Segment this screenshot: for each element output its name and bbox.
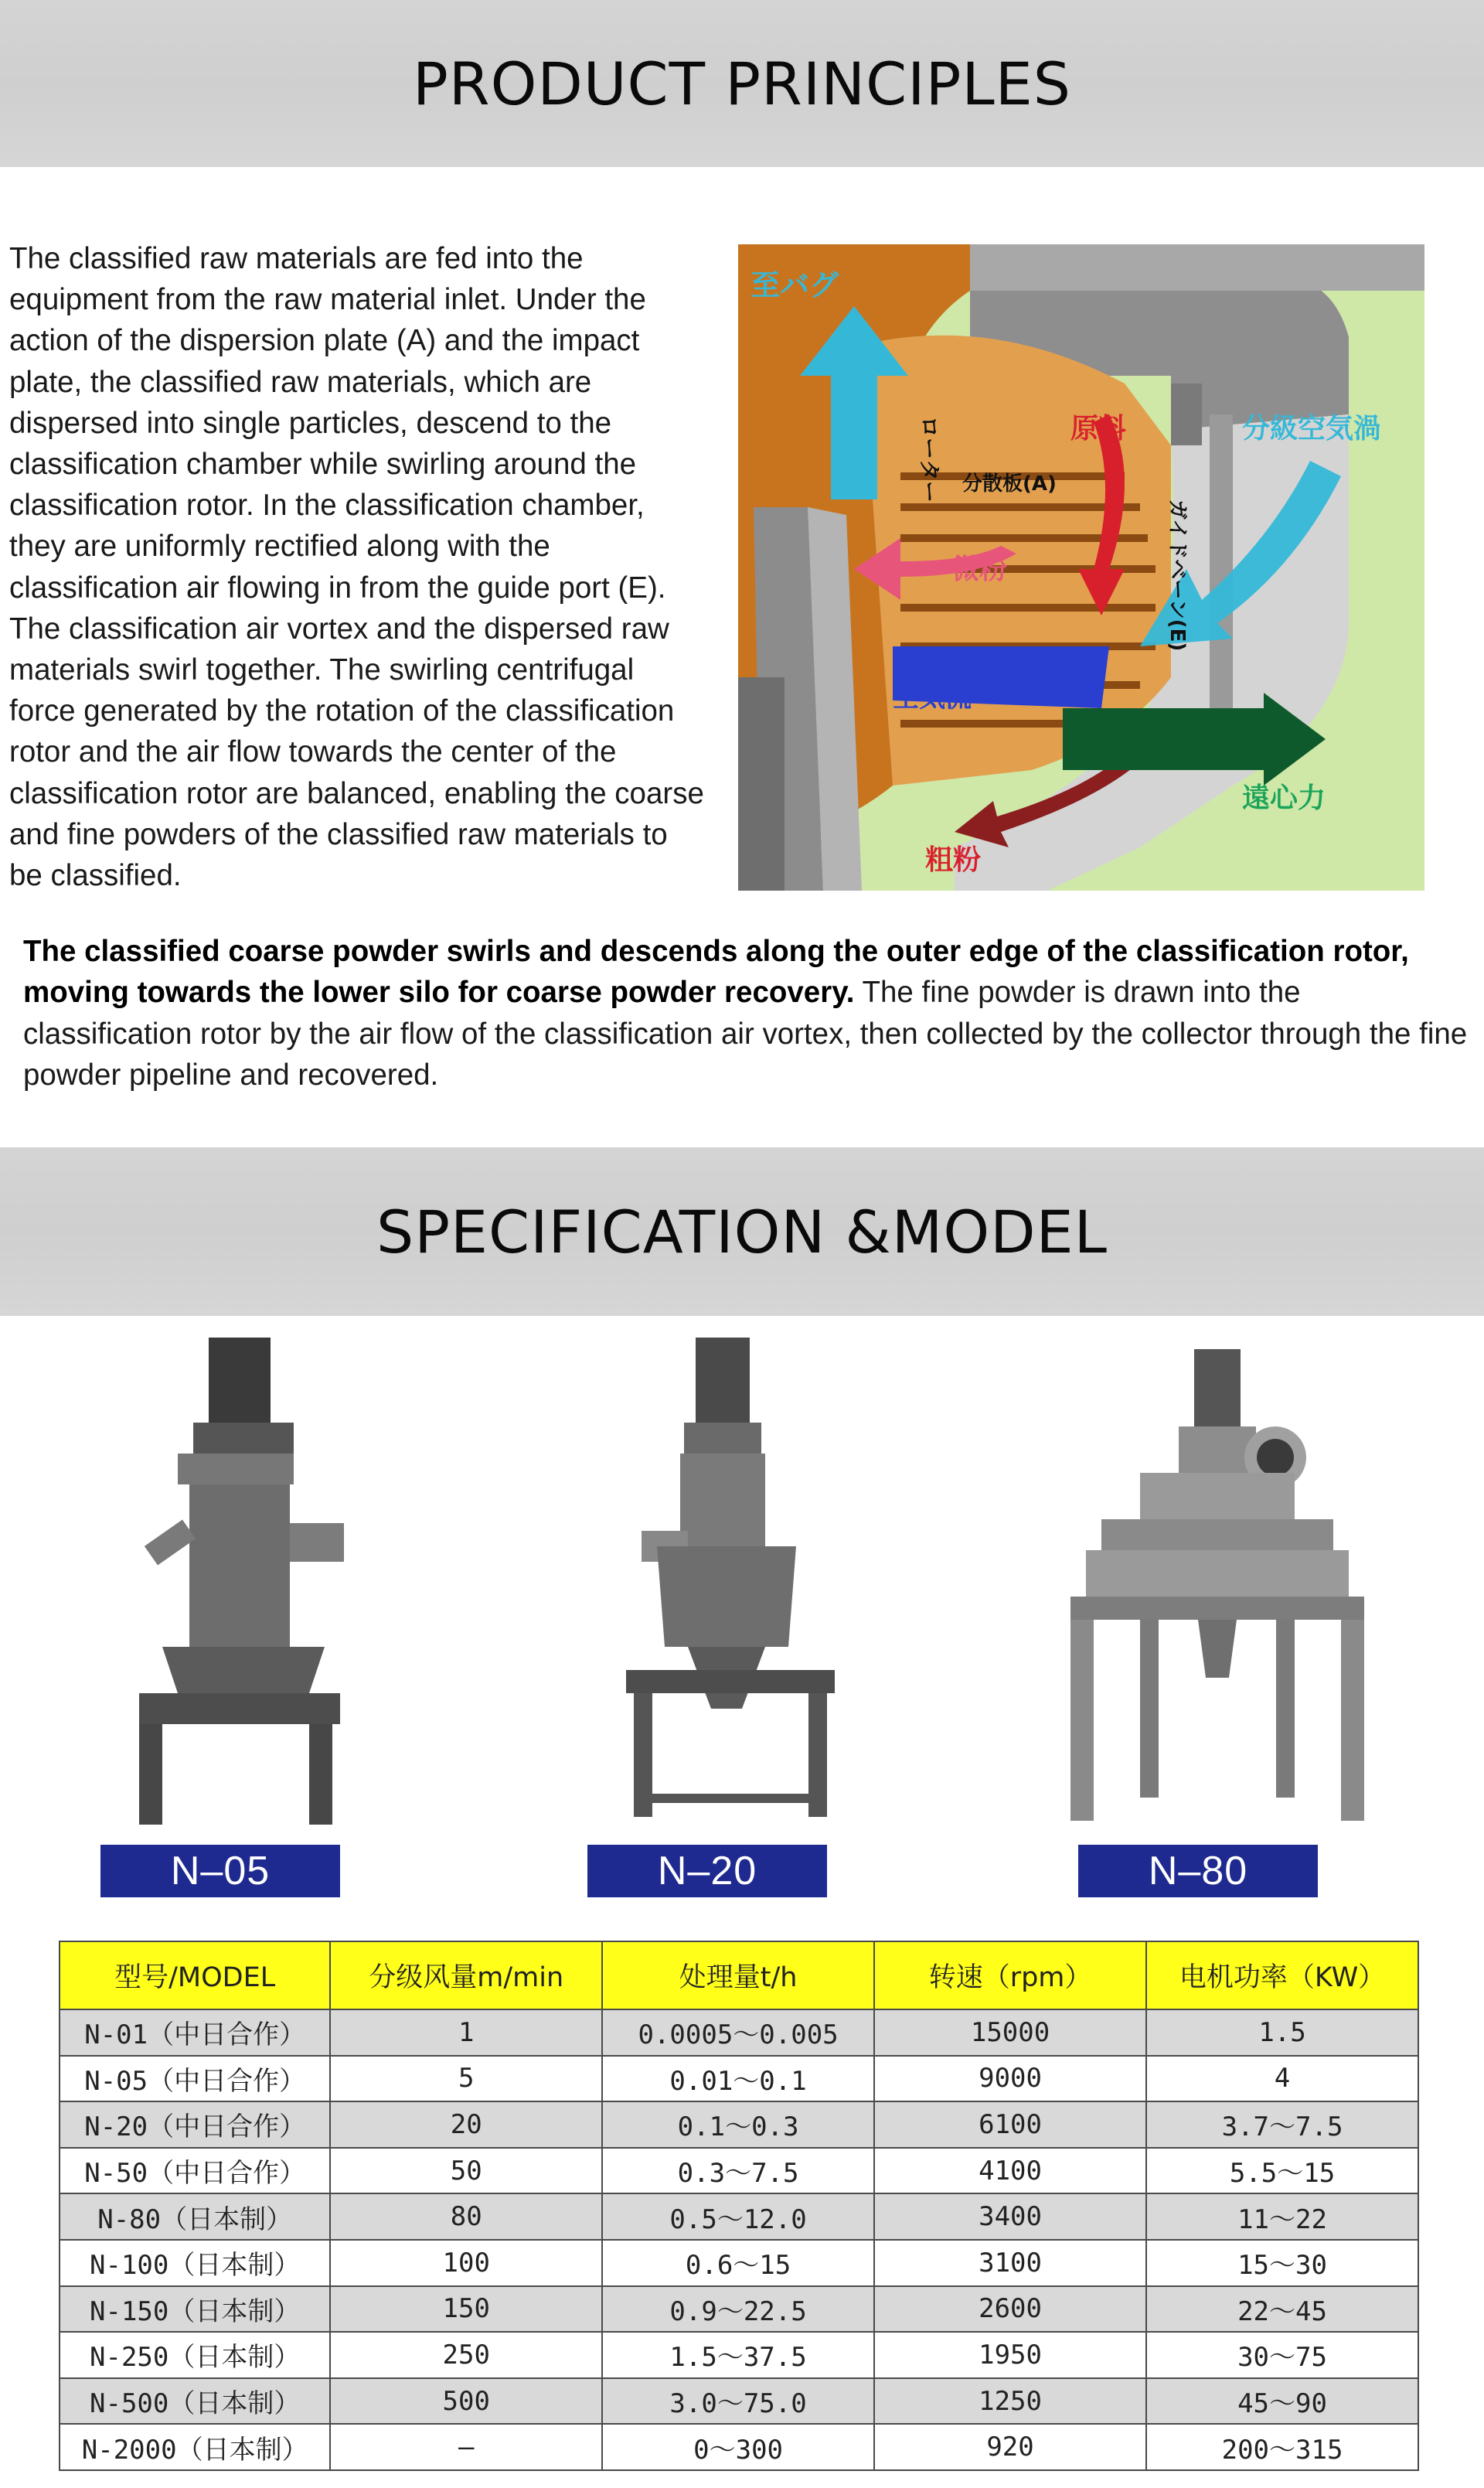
- cell-capacity: 0～300: [602, 2424, 874, 2470]
- table-row: [60, 2332, 1418, 2378]
- cell-air-volume: 100: [330, 2240, 602, 2286]
- cell-capacity: 0.6～15: [602, 2240, 874, 2286]
- label-coarse: 粗粉: [925, 844, 982, 876]
- cell-speed: 1950: [874, 2332, 1146, 2378]
- model-badge-n80: N–80: [1078, 1845, 1318, 1897]
- label-air: 空気流: [893, 683, 972, 714]
- cell-model: N-50（中日合作）: [60, 2148, 330, 2194]
- cell-air-volume: 5: [330, 2056, 602, 2102]
- machine-image-n05: [116, 1330, 348, 1825]
- principle-description: [9, 238, 705, 896]
- model-card-n80: [1055, 1330, 1380, 1902]
- header-motor-power: 电机功率（KW）: [1146, 1941, 1418, 2009]
- cell-speed: 15000: [874, 2009, 1146, 2056]
- cell-air-volume: 50: [330, 2148, 602, 2194]
- cell-motor-power: 5.5～15: [1146, 2148, 1418, 2194]
- model-card-n05: [70, 1330, 394, 1902]
- principle-paragraph: The classified raw materials are fed into the equipment from the raw material inlet. Under the action of the dispersion plate (A) and the impact plate, the classified raw materials, which are dispersed into single particles, descend to the classification chamber while swirling around the classification rotor. In the classification chamber, they are uniformly rectified along with the classification air flowing in from the guide port (E). The classification air vortex and the dispersed raw materials swirl together. The swirling centrifugal force generated by the rotation of the classification rotor and the air flow towards the center of the classification rotor are balanced, enabling the coarse and fine powders of the classified raw materials to be classified.: [9, 242, 704, 893]
- cell-capacity: 1.5～37.5: [602, 2332, 874, 2378]
- cell-model: N-2000（日本制）: [60, 2424, 330, 2470]
- bold-sentence: The classified coarse powder swirls and descends along the outer edge of the classification rotor, moving towards the lower silo for coarse powder recovery.: [23, 935, 1409, 1010]
- cell-capacity: 0.01～0.1: [602, 2056, 874, 2102]
- cell-speed: 9000: [874, 2056, 1146, 2102]
- model-badge-n05: N–05: [100, 1845, 340, 1897]
- cell-air-volume: 80: [330, 2193, 602, 2240]
- cell-capacity: 0.9～22.5: [602, 2286, 874, 2333]
- header-air-volume: 分级风量m/min: [330, 1941, 602, 2009]
- label-fine: 微粉: [951, 554, 1008, 585]
- cell-model: N-100（日本制）: [60, 2240, 330, 2286]
- coarse-fine-description: [23, 931, 1469, 1096]
- label-bag: 至バグ: [751, 268, 839, 302]
- cell-air-volume: 1: [330, 2009, 602, 2056]
- table-row: [60, 2009, 1418, 2056]
- table-row: [60, 2101, 1418, 2148]
- label-centrifugal: 遠心力: [1242, 782, 1326, 814]
- table-row: [60, 2148, 1418, 2194]
- cell-air-volume: 20: [330, 2101, 602, 2148]
- specification-table: [59, 1941, 1419, 2471]
- principles-banner: [0, 0, 1484, 167]
- header-speed: 转速（rpm）: [874, 1941, 1146, 2009]
- table-row: [60, 2286, 1418, 2333]
- cell-motor-power: 22～45: [1146, 2286, 1418, 2333]
- label-raw: 原料: [1070, 413, 1127, 445]
- cell-speed: 3100: [874, 2240, 1146, 2286]
- lower-paragraph: [23, 931, 1469, 1096]
- cell-motor-power: 45～90: [1146, 2378, 1418, 2425]
- cell-speed: 2600: [874, 2286, 1146, 2333]
- cell-motor-power: 15～30: [1146, 2240, 1418, 2286]
- header-capacity: 处理量t/h: [602, 1941, 874, 2009]
- continued-sentence: The fine powder is drawn into the classification rotor by the air flow of the classification air vortex, then collected by the collector through the fine powder pipeline and recovered.: [23, 976, 1468, 1092]
- cell-model: N-250（日本制）: [60, 2332, 330, 2378]
- cell-capacity: 0.5～12.0: [602, 2193, 874, 2240]
- label-dispersion-plate: 分散板(A): [962, 472, 1057, 496]
- cell-speed: 1250: [874, 2378, 1146, 2425]
- cell-air-volume: 500: [330, 2378, 602, 2425]
- model-card-n20: [564, 1330, 889, 1902]
- cell-model: N-05（中日合作）: [60, 2056, 330, 2102]
- header-model: 型号/MODEL: [60, 1941, 330, 2009]
- cell-air-volume: 250: [330, 2332, 602, 2378]
- cell-air-volume: 150: [330, 2286, 602, 2333]
- table-row: [60, 2424, 1418, 2470]
- cell-air-volume: –: [330, 2424, 602, 2470]
- cell-capacity: 0.0005～0.005: [602, 2009, 874, 2056]
- cell-capacity: 3.0～75.0: [602, 2378, 874, 2425]
- cell-capacity: 0.3～7.5: [602, 2148, 874, 2194]
- cell-motor-power: 1.5: [1146, 2009, 1418, 2056]
- label-guide-vane: ガイドベーン(E): [1166, 499, 1189, 652]
- cell-model: N-01（中日合作）: [60, 2009, 330, 2056]
- machine-image-n20: [611, 1330, 842, 1825]
- table-row: [60, 2193, 1418, 2240]
- table-row: [60, 2240, 1418, 2286]
- label-rotor: ローター: [917, 416, 942, 503]
- cell-motor-power: 200～315: [1146, 2424, 1418, 2470]
- cell-model: N-80（日本制）: [60, 2193, 330, 2240]
- cell-model: N-500（日本制）: [60, 2378, 330, 2425]
- table-row: [60, 2378, 1418, 2425]
- cell-motor-power: 3.7～7.5: [1146, 2101, 1418, 2148]
- cell-motor-power: 11～22: [1146, 2193, 1418, 2240]
- cell-capacity: 0.1～0.3: [602, 2101, 874, 2148]
- principles-title: PRODUCT PRINCIPLES: [412, 49, 1072, 118]
- model-badge-n20: N–20: [587, 1845, 827, 1897]
- cell-motor-power: 30～75: [1146, 2332, 1418, 2378]
- specification-banner: [0, 1147, 1484, 1316]
- table-header-row: [60, 1941, 1418, 2009]
- cell-motor-power: 4: [1146, 2056, 1418, 2102]
- cell-model: N-20（中日合作）: [60, 2101, 330, 2148]
- cell-speed: 920: [874, 2424, 1146, 2470]
- machine-image-n80: [1055, 1330, 1380, 1840]
- table-row: [60, 2056, 1418, 2102]
- cell-model: N-150（日本制）: [60, 2286, 330, 2333]
- cell-speed: 3400: [874, 2193, 1146, 2240]
- classifier-diagram: [738, 244, 1424, 891]
- cell-speed: 4100: [874, 2148, 1146, 2194]
- specification-title: SPECIFICATION &MODEL: [376, 1197, 1108, 1266]
- label-vortex: 分級空気渦: [1242, 413, 1382, 445]
- cell-speed: 6100: [874, 2101, 1146, 2148]
